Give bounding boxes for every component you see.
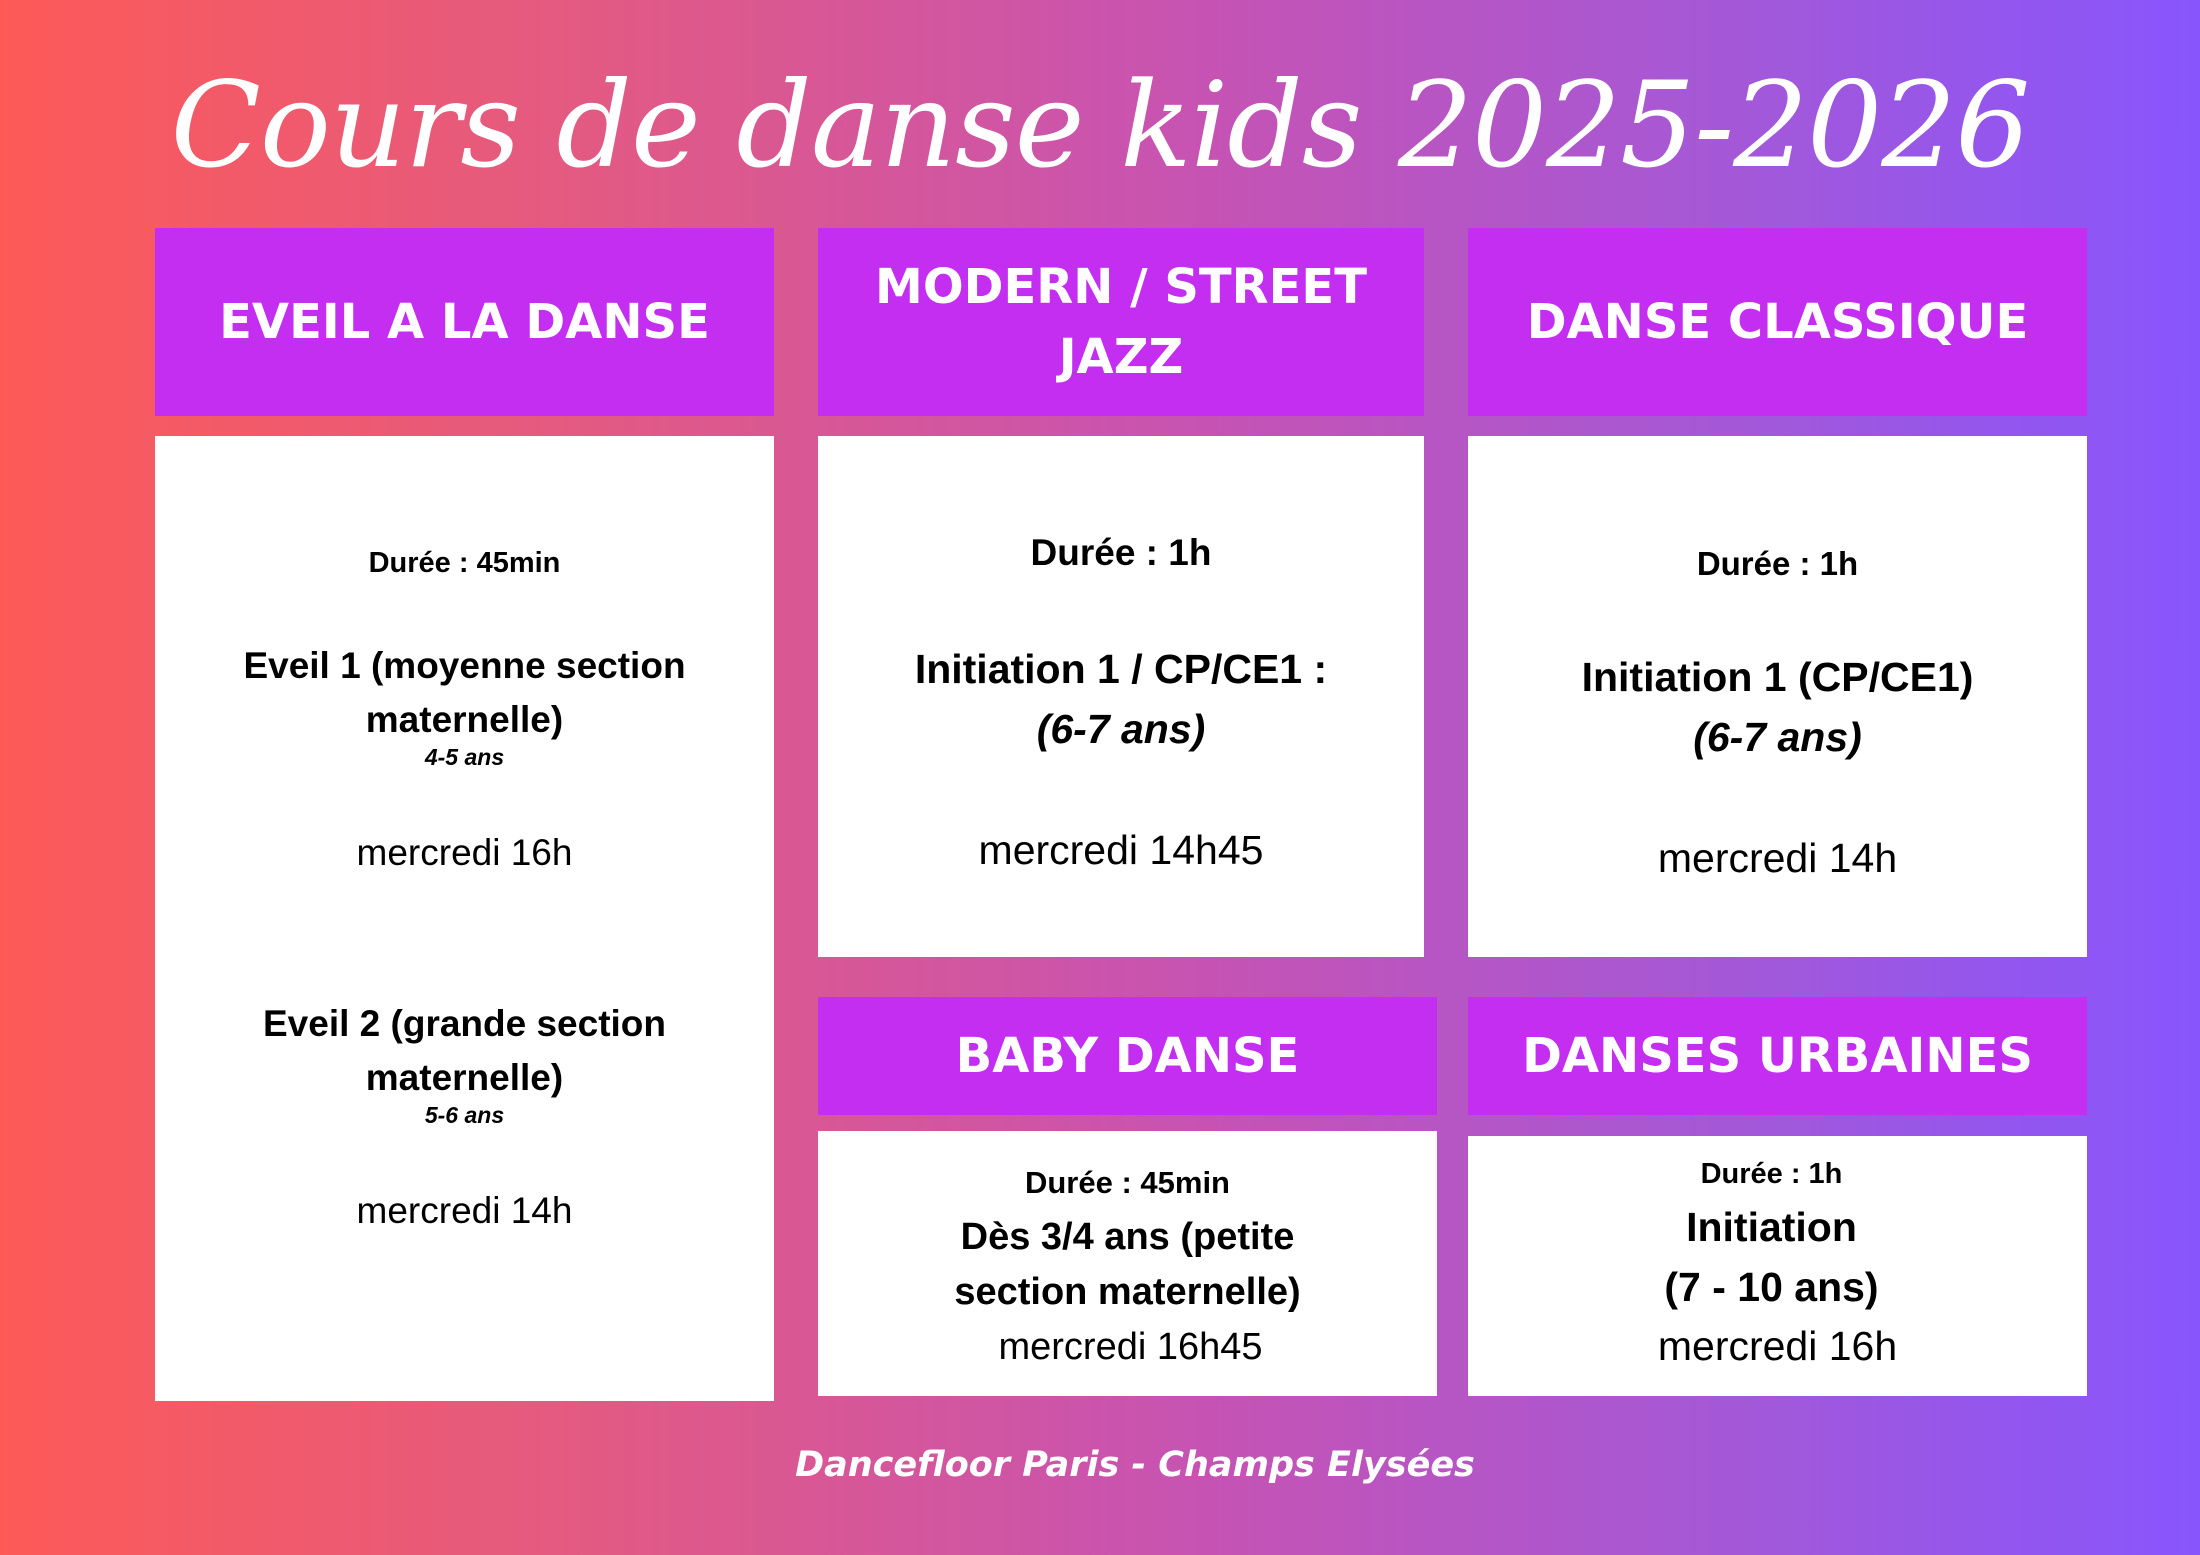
baby-level-line1: Dès 3/4 ans (petite (960, 1216, 1295, 1258)
urbaines-day: mercredi 16h (1657, 1323, 1898, 1369)
baby-title: BABY DANSE (955, 1028, 1300, 1084)
baby-day: mercredi 16h45 (998, 1326, 1263, 1368)
eveil-title: EVEIL A LA DANSE (219, 294, 710, 350)
modern-title-line1: MODERN / STREET (875, 259, 1367, 315)
modern-title-line2: JAZZ (1058, 329, 1184, 385)
modern-card (818, 436, 1424, 957)
page-title: Cours de danse kids 2025-2026 (170, 56, 2030, 194)
modern-duration: Durée : 1h (1030, 532, 1212, 573)
modern-day: mercredi 14h45 (978, 827, 1264, 873)
classique-header (1468, 228, 2087, 416)
classique-day: mercredi 14h (1657, 835, 1898, 881)
eveil-level2-age: 5-6 ans (424, 1102, 505, 1128)
urbaines-title: DANSES URBAINES (1522, 1028, 2033, 1084)
classique-card (1468, 436, 2087, 957)
eveil-level2-cont: maternelle) (365, 1057, 564, 1098)
footer-venue: Dancefloor Paris - Champs Elysées (795, 1445, 1475, 1485)
classique-level: Initiation 1 (CP/CE1) (1581, 654, 1974, 700)
classique-duration: Durée : 1h (1696, 545, 1859, 582)
baby-duration: Durée : 45min (1024, 1165, 1230, 1200)
baby-level-line2: section maternelle) (954, 1271, 1301, 1313)
baby-header (818, 997, 1437, 1115)
eveil-level1-cont: maternelle) (365, 699, 564, 740)
modern-level: Initiation 1 / CP/CE1 : (914, 646, 1328, 692)
modern-header (818, 228, 1424, 416)
urbaines-duration: Durée : 1h (1700, 1158, 1843, 1190)
eveil-card (155, 436, 774, 1401)
classique-age: (6-7 ans) (1693, 714, 1862, 760)
urbaines-card (1468, 1136, 2087, 1396)
eveil-level1-age: 4-5 ans (424, 744, 505, 770)
urbaines-level: Initiation (1686, 1204, 1857, 1250)
eveil-header (155, 228, 774, 416)
eveil-level2: Eveil 2 (grande section (262, 1003, 667, 1044)
eveil-level1-day: mercredi 16h (356, 832, 573, 873)
eveil-level1: Eveil 1 (moyenne section (243, 645, 686, 686)
eveil-level2-day: mercredi 14h (356, 1190, 573, 1231)
baby-card (818, 1131, 1437, 1396)
urbaines-header (1468, 997, 2087, 1115)
eveil-duration: Durée : 45min (368, 547, 561, 579)
urbaines-age: (7 - 10 ans) (1664, 1264, 1879, 1310)
modern-age: (6-7 ans) (1036, 706, 1206, 752)
classique-title: DANSE CLASSIQUE (1526, 294, 2029, 350)
